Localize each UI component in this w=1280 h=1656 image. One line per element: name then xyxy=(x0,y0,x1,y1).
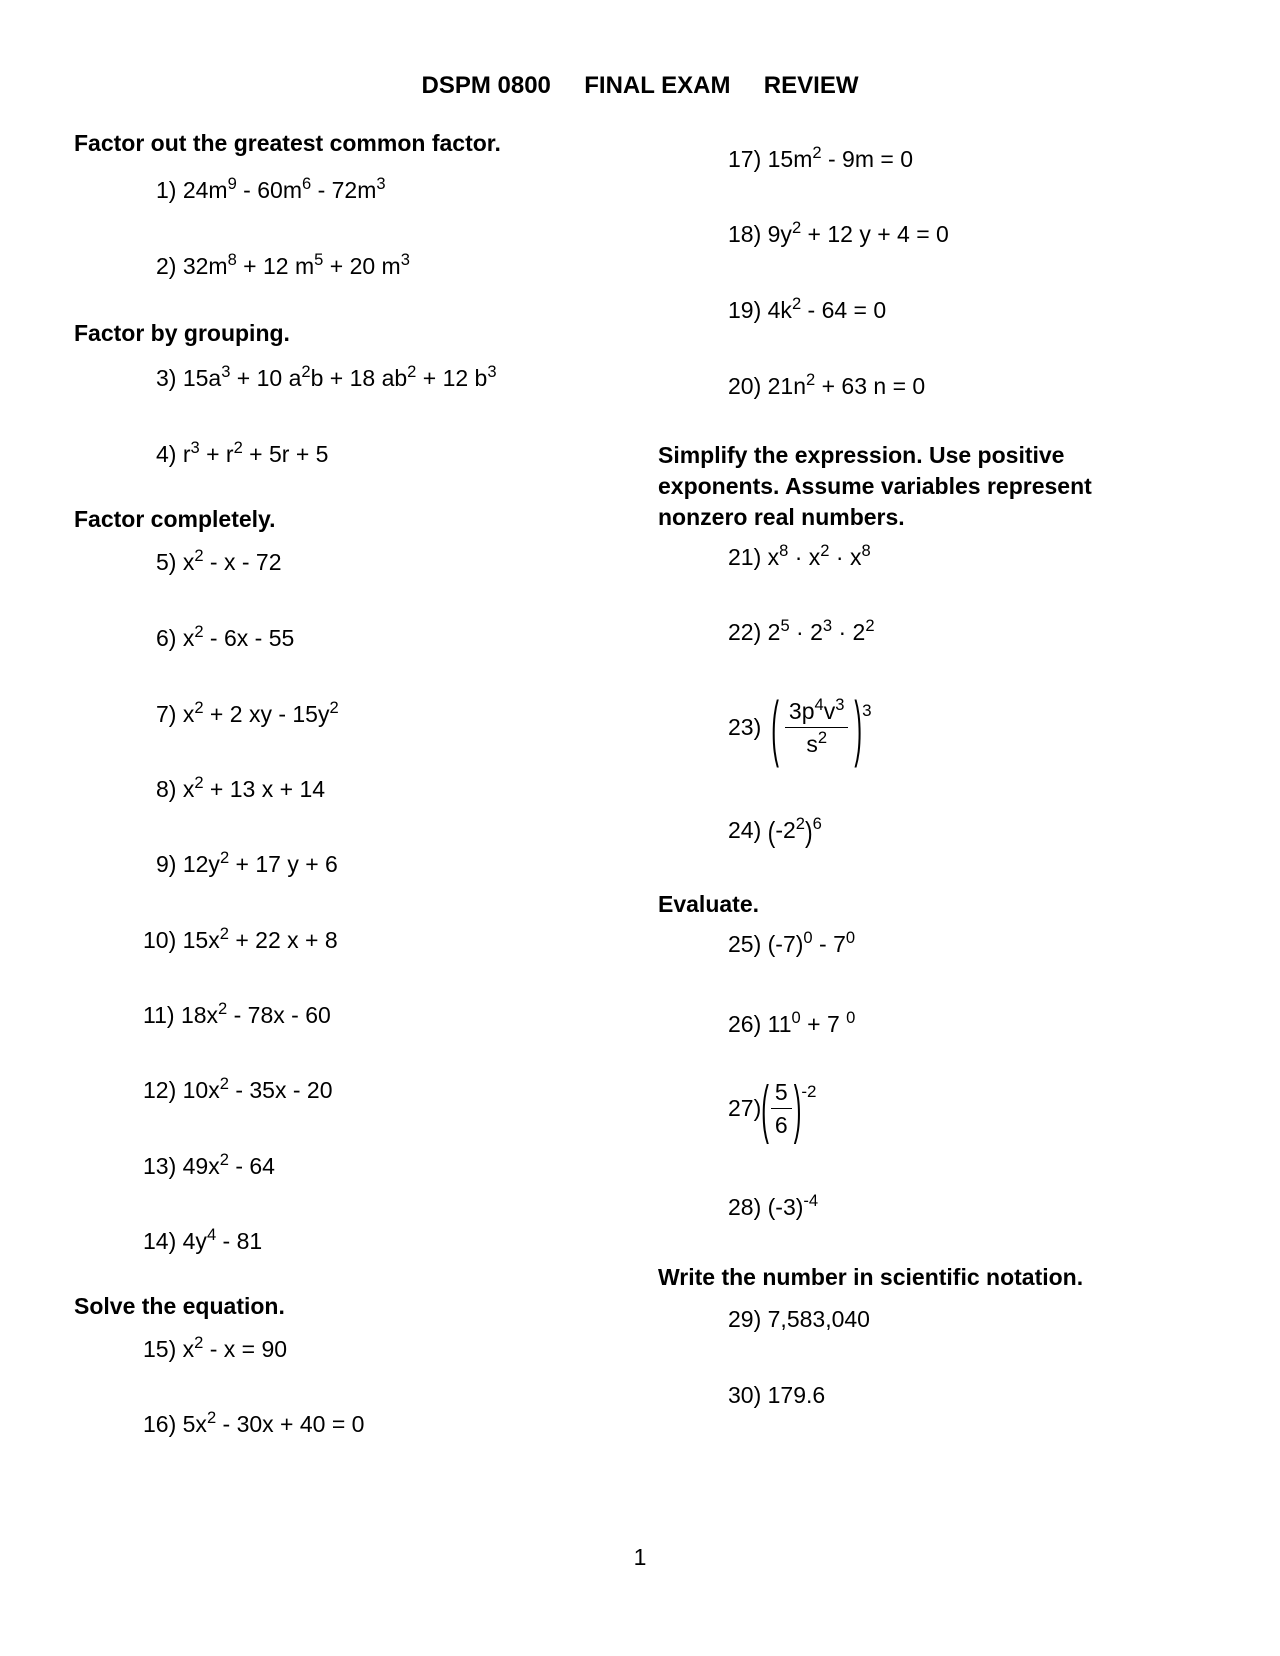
problem-number: 1) xyxy=(156,177,177,203)
exponent: 2 xyxy=(812,142,822,162)
outer-exponent: -2 xyxy=(801,1081,817,1101)
left-paren: ( xyxy=(761,1071,769,1145)
problem-number: 13) xyxy=(143,1153,177,1179)
expression xyxy=(767,1007,856,1037)
exponent: 2 xyxy=(791,217,802,237)
problem-number: 4) xyxy=(156,441,177,467)
problem-3 xyxy=(156,361,497,392)
expression xyxy=(767,142,913,172)
term: - x - 72 xyxy=(203,549,282,575)
problem-number: 24) xyxy=(728,817,762,843)
term: x xyxy=(182,776,195,802)
problem-30 xyxy=(728,1381,825,1409)
term: b + 18 ab xyxy=(310,365,408,391)
fraction xyxy=(771,1078,792,1139)
section-heading-simplify xyxy=(658,440,1092,533)
term: 10x xyxy=(182,1077,220,1103)
term: - 60m xyxy=(236,177,302,203)
term: 24m xyxy=(182,177,228,203)
term: 4y xyxy=(182,1228,207,1254)
term: - 64 xyxy=(228,1153,275,1179)
term: + 2 xy - 15y xyxy=(203,701,330,727)
term: r xyxy=(182,441,191,467)
exponent: 3 xyxy=(190,437,200,457)
exponent: 0 xyxy=(845,927,856,947)
expression xyxy=(771,685,872,769)
problem-number: 23) xyxy=(728,714,762,740)
problem-23 xyxy=(728,686,872,768)
term: - 78x - 60 xyxy=(227,1002,331,1028)
expression: 7,583,040 xyxy=(767,1306,870,1332)
problem-2 xyxy=(156,249,410,280)
problem-10 xyxy=(143,923,338,954)
expression xyxy=(767,540,871,570)
term: + 12 y + 4 = 0 xyxy=(801,221,949,247)
heading-line: exponents. Assume variables represent xyxy=(658,473,1092,499)
term: · x xyxy=(788,544,821,570)
term: + 5r + 5 xyxy=(242,441,329,467)
term: + 13 x + 14 xyxy=(203,776,326,802)
exponent: 2 xyxy=(194,697,204,717)
exponent: 3 xyxy=(221,361,231,381)
expression xyxy=(182,437,329,467)
problem-number: 10) xyxy=(143,927,177,953)
term: 4k xyxy=(767,297,792,323)
problem-22 xyxy=(728,615,875,646)
exponent: 2 xyxy=(806,369,816,389)
page-title: DSPM 0800 FINAL EXAM REVIEW xyxy=(421,72,859,99)
term: - 7 xyxy=(812,931,846,957)
exponent: 2 xyxy=(407,361,417,381)
term: - x = 90 xyxy=(203,1336,288,1362)
exponent: 2 xyxy=(219,923,229,943)
term: 32m xyxy=(182,253,228,279)
problem-14 xyxy=(143,1224,263,1255)
term: - 72m xyxy=(311,177,377,203)
heading-line: nonzero real numbers. xyxy=(658,504,905,530)
problem-number: 21) xyxy=(728,544,762,570)
term: 11 xyxy=(767,1011,792,1037)
problem-number: 5) xyxy=(156,549,177,575)
numerator: $3p^4v^3$ xyxy=(785,697,849,728)
term: + 12 b xyxy=(416,365,488,391)
expression xyxy=(182,1073,333,1103)
problem-number: 16) xyxy=(143,1411,177,1437)
problem-6 xyxy=(156,621,295,652)
problem-25 xyxy=(728,927,856,958)
problem-27 xyxy=(728,1072,817,1144)
term: 21n xyxy=(767,373,807,399)
problem-1 xyxy=(156,173,386,204)
problem-28 xyxy=(728,1190,819,1221)
exponent: 2 xyxy=(218,998,228,1018)
exponent: 2 xyxy=(194,1332,204,1352)
term: x xyxy=(182,1336,195,1362)
problem-number: 22) xyxy=(728,619,762,645)
problem-number: 19) xyxy=(728,297,762,323)
term: - 35x - 20 xyxy=(228,1077,333,1103)
term: 12y xyxy=(182,851,220,877)
denominator: 6 xyxy=(774,1111,788,1138)
expression: 179.6 xyxy=(767,1382,826,1408)
problem-number: 2) xyxy=(156,253,177,279)
exponent: 2 xyxy=(301,361,311,381)
problem-8 xyxy=(156,772,326,803)
expression xyxy=(182,1224,263,1254)
term: · x xyxy=(829,544,862,570)
term: - 81 xyxy=(216,1228,263,1254)
expression xyxy=(767,927,856,957)
term: + 10 a xyxy=(230,365,302,391)
denominator: $s^2$ xyxy=(806,727,828,757)
problem-12 xyxy=(143,1073,333,1104)
problem-13 xyxy=(143,1149,275,1180)
problem-number: 29) xyxy=(728,1306,762,1332)
exponent: 3 xyxy=(822,615,833,635)
term: + 63 n = 0 xyxy=(815,373,926,399)
expression xyxy=(767,615,875,645)
exponent: 9 xyxy=(227,173,237,193)
exponent: 3 xyxy=(400,249,410,269)
term: + r xyxy=(199,441,234,467)
term: - 30x + 40 = 0 xyxy=(216,1411,365,1437)
section-heading-grouping: Factor by grouping. xyxy=(74,320,290,346)
section-heading-gcf: Factor out the greatest common factor. xyxy=(74,130,501,156)
section-heading-completely: Factor completely. xyxy=(74,506,276,532)
expression xyxy=(182,621,295,651)
section-heading-scientific: Write the number in scientific notation. xyxy=(658,1264,1084,1290)
problem-number: 8) xyxy=(156,776,177,802)
expression xyxy=(182,1407,365,1437)
problem-26 xyxy=(728,1007,856,1038)
section-heading-solve: Solve the equation. xyxy=(74,1293,285,1319)
problem-number: 12) xyxy=(143,1077,177,1103)
problem-number: 7) xyxy=(156,701,177,727)
term: (-7) xyxy=(767,931,804,957)
expression xyxy=(182,545,282,575)
problem-number: 14) xyxy=(143,1228,177,1254)
problem-number: 27) xyxy=(728,1095,762,1121)
exponent: 2 xyxy=(194,772,204,792)
exponent: 3 xyxy=(487,361,497,381)
exponent: 4 xyxy=(206,1224,217,1244)
problem-15 xyxy=(143,1332,288,1363)
expression xyxy=(761,1071,817,1145)
expression xyxy=(182,1149,275,1179)
exponent: 0 xyxy=(803,927,813,947)
exponent: 2 xyxy=(329,697,339,717)
term: + 22 x + 8 xyxy=(228,927,338,953)
problem-number: 6) xyxy=(156,625,177,651)
exponent: 2 xyxy=(791,293,802,313)
expression xyxy=(182,847,338,877)
problem-18 xyxy=(728,217,949,248)
term: + 12 m xyxy=(236,253,315,279)
exponent: 8 xyxy=(861,540,871,560)
problem-number: 25) xyxy=(728,931,762,957)
problem-11 xyxy=(143,998,331,1029)
problem-24 xyxy=(728,813,822,849)
term: - 64 = 0 xyxy=(801,297,887,323)
expression xyxy=(182,173,386,203)
right-paren: ) xyxy=(793,1071,802,1145)
exponent: 2 xyxy=(865,615,875,635)
exponent: 6 xyxy=(301,173,312,193)
problem-9 xyxy=(156,847,338,878)
term: 18x xyxy=(180,1002,219,1028)
exponent: 8 xyxy=(779,540,789,560)
problem-19 xyxy=(728,293,887,324)
expression xyxy=(182,697,339,727)
page-number: 1 xyxy=(633,1544,647,1570)
term: + 7 xyxy=(800,1011,847,1037)
heading-line: Simplify the expression. Use positive xyxy=(658,442,1065,468)
outer-exponent: 3 xyxy=(862,700,872,720)
term: 15m xyxy=(767,146,813,172)
exponent: 2 xyxy=(233,437,243,457)
left-paren: ( xyxy=(771,685,779,769)
exponent: 5 xyxy=(314,249,324,269)
problem-16 xyxy=(143,1407,365,1438)
problem-number: 28) xyxy=(728,1194,762,1220)
expression xyxy=(182,923,338,953)
problem-number: 15) xyxy=(143,1336,177,1362)
exponent: 3 xyxy=(376,173,386,193)
expression xyxy=(767,1190,819,1220)
term: - 9m = 0 xyxy=(821,146,913,172)
right-paren: ) xyxy=(854,685,863,769)
term: + 20 m xyxy=(323,253,401,279)
problem-number: 18) xyxy=(728,221,762,247)
term: x xyxy=(182,701,195,727)
problem-29 xyxy=(728,1305,870,1333)
problem-number: 30) xyxy=(728,1382,762,1408)
numerator: 5 xyxy=(771,1078,792,1109)
expression xyxy=(767,293,887,323)
exponent: 5 xyxy=(780,615,790,635)
problem-4 xyxy=(156,437,329,468)
problem-number: 26) xyxy=(728,1011,762,1037)
exponent: 2 xyxy=(194,545,204,565)
expression xyxy=(182,772,326,802)
problem-17 xyxy=(728,142,913,173)
expression xyxy=(180,998,331,1028)
term: 15x xyxy=(182,927,220,953)
exponent: -4 xyxy=(803,1190,819,1210)
problem-number: 17) xyxy=(728,146,762,172)
term: x xyxy=(182,549,195,575)
exponent: 2 xyxy=(206,1407,217,1427)
problem-21 xyxy=(728,540,871,571)
term: · 2 xyxy=(832,619,866,645)
exponent: 2 xyxy=(219,1149,229,1169)
problem-number: 3) xyxy=(156,365,177,391)
problem-number: 11) xyxy=(143,1002,175,1028)
problem-number: 20) xyxy=(728,373,762,399)
exponent: 2 xyxy=(820,540,830,560)
fraction xyxy=(785,694,849,758)
term: x xyxy=(767,544,780,570)
expression xyxy=(182,1332,288,1362)
term: (-3) xyxy=(767,1194,804,1220)
expression xyxy=(182,361,497,391)
term: x xyxy=(182,625,195,651)
expression xyxy=(767,217,949,247)
term: 49x xyxy=(182,1153,220,1179)
term: 15a xyxy=(182,365,222,391)
term: 2 xyxy=(767,619,781,645)
term: 9y xyxy=(767,221,792,247)
term: - 6x - 55 xyxy=(203,625,295,651)
term: · 2 xyxy=(789,619,823,645)
problem-7 xyxy=(156,697,339,728)
term: 5x xyxy=(182,1411,207,1437)
expression: $(-2^2)^6$ xyxy=(767,813,822,849)
exponent: 0 xyxy=(791,1007,801,1027)
expression xyxy=(767,369,926,399)
section-heading-evaluate: Evaluate. xyxy=(658,891,759,917)
expression xyxy=(182,249,410,279)
problem-number: 9) xyxy=(156,851,177,877)
exponent: 8 xyxy=(227,249,237,269)
exponent: 0 xyxy=(846,1007,856,1027)
exponent: 2 xyxy=(219,1073,229,1093)
exponent: 2 xyxy=(219,847,230,867)
exponent: 2 xyxy=(194,621,204,641)
term: + 17 y + 6 xyxy=(229,851,338,877)
problem-20 xyxy=(728,369,926,400)
problem-5 xyxy=(156,545,282,576)
